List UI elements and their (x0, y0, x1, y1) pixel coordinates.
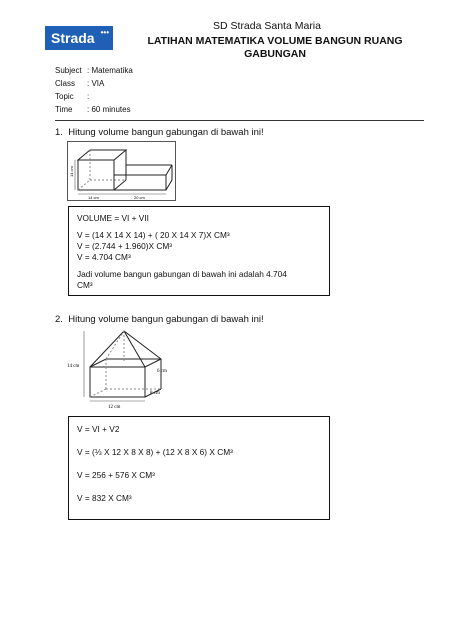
answer-box-2 (68, 416, 330, 520)
meta-row: Topic : (55, 92, 90, 101)
logo-text: Strada (51, 30, 95, 46)
meta-info (55, 64, 133, 116)
fig2-depth-label: 8 cm (150, 391, 160, 396)
fig1-left-width-label: 14 cm (88, 195, 99, 200)
fig2-length-label: 12 cm (108, 405, 121, 410)
question-2: 2. Hitung volume bangun gabungan di bawah ini! (55, 314, 264, 325)
answer-box-1 (68, 206, 330, 296)
school-name: SD Strada Santa Maria (213, 20, 321, 32)
meta-row: Class : VIA (55, 79, 105, 88)
fig1-height-label: 14 cm (69, 166, 74, 177)
logo-dots-icon: ••• (100, 28, 109, 37)
fig1-right-width-label: 20 cm (134, 195, 145, 200)
meta-row: Time : 60 minutes (55, 105, 131, 114)
answer-line: V = 4.704 CM³ (77, 252, 131, 262)
meta-row: Subject : Matematika (55, 66, 133, 75)
answer-line: V = VI + V2 (77, 424, 120, 434)
fig2-side-height-label: 6 cm (157, 369, 167, 374)
page-title (120, 35, 430, 61)
answer-line: VOLUME = VI + VII (77, 213, 149, 223)
answer-line: V = 256 + 576 X CM³ (77, 470, 155, 480)
answer-line: V = (⅓ X 12 X 8 X 8) + (12 X 8 X 6) X CM³ (77, 447, 233, 457)
answer-line: Jadi volume bangun gabungan di bawah ini adalah 4.704 (77, 269, 287, 279)
answer-line: CM³ (77, 280, 93, 290)
title-line-2: GABUNGAN (244, 48, 306, 60)
divider (55, 120, 424, 121)
title-line-1: LATIHAN MATEMATIKA VOLUME BANGUN RUANG (147, 35, 403, 47)
figure-pyramid-cuboid (66, 327, 176, 412)
figure-cube-cuboid (67, 141, 176, 201)
answer-line: V = 832 X CM³ (77, 493, 132, 503)
question-1: 1. Hitung volume bangun gabungan di bawah ini! (55, 127, 264, 138)
answer-line: V = (14 X 14 X 14) + ( 20 X 14 X 7)X CM³ (77, 230, 230, 240)
answer-line: V = (2.744 + 1.960)X CM³ (77, 241, 173, 251)
fig2-height-label: 14 cm (67, 364, 80, 369)
